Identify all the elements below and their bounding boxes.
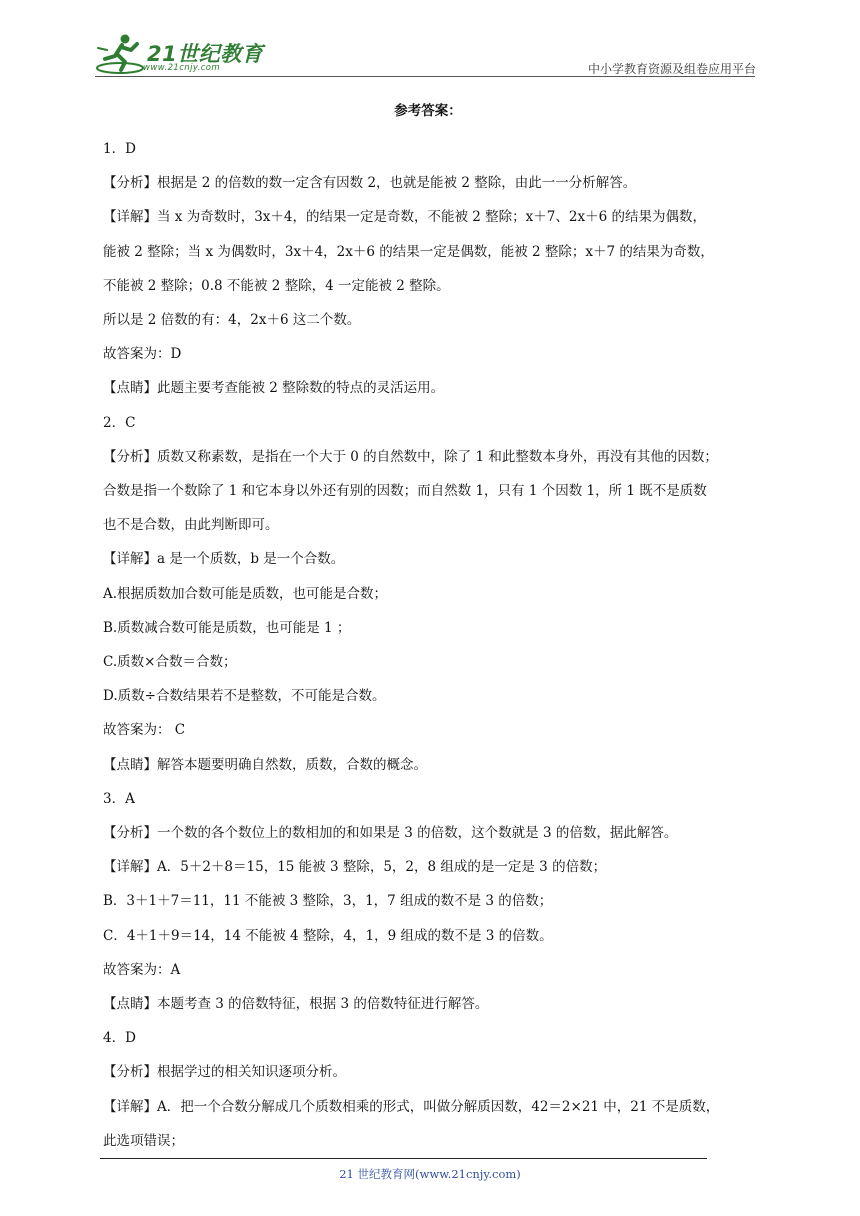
text-line: 不能被 2 整除；0.8 不能被 2 整除，4 一定能被 2 整除。 — [103, 277, 450, 294]
platform-name: 中小学教育资源及组卷应用平台 — [587, 62, 756, 76]
text-line: 故答案为：D — [103, 346, 182, 363]
text-line: 【分析】质数又称素数，是指在一个大于 0 的自然数中，除了 1 和此整数本身外，再没有其他的因数； — [103, 448, 718, 465]
text-line: 【点睛】解答本题要明确自然数，质数，合数的概念。 — [103, 756, 427, 773]
text-line: B.质数减合数可能是质数，也可能是 1 ； — [103, 619, 351, 636]
text-line: 【详解】当 x 为奇数时，3x＋4，的结果一定是奇数，不能被 2 整除；x＋7、2x＋6 的结果为偶数， — [103, 209, 706, 226]
runner-logo-icon — [95, 32, 145, 76]
text-line: C.质数×合数＝合数； — [103, 654, 237, 671]
text-line: 【点睛】本题考查 3 的倍数特征，根据 3 的倍数特征进行解答。 — [103, 996, 489, 1013]
answer-lines — [103, 132, 763, 1158]
document-body — [103, 98, 763, 1158]
text-line: 合数是指一个数除了 1 和它本身以外还有别的因数；而自然数 1，只有 1 个因数 1，所 1 既不是质数 — [103, 483, 707, 500]
page-header — [0, 0, 860, 80]
text-line: 也不是合数，由此判断即可。 — [103, 517, 279, 534]
text-line: 3．A — [103, 790, 135, 807]
text-line: 【分析】根据学过的相关知识逐项分析。 — [103, 1064, 346, 1081]
text-line: 【分析】根据是 2 的倍数的数一定含有因数 2，也就是能被 2 整除，由此一一分析解答。 — [103, 175, 637, 192]
text-line: C．4＋1＋9＝14，14 不能被 4 整除，4，1，9 组成的数不是 3 的倍数。 — [103, 927, 553, 944]
footer-link[interactable]: 21 世纪教育网(www.21cnjy.com) — [339, 1167, 521, 1181]
text-line: A.根据质数加合数可能是质数，也可能是合数； — [103, 585, 388, 602]
text-line: 【分析】一个数的各个数位上的数相加的和如果是 3 的倍数，这个数就是 3 的倍数，据此解答。 — [103, 825, 678, 842]
site-logo — [95, 32, 265, 78]
logo-url: www.21cnjy.com — [143, 63, 221, 73]
text-line: 【详解】A．5＋2＋8＝15，15 能被 3 整除，5，2，8 组成的是一定是 3 的倍数； — [103, 859, 607, 876]
text-line: D.质数÷合数结果若不是整数，不可能是合数。 — [103, 688, 386, 705]
text-line: 1．D — [103, 141, 136, 157]
text-line: 【详解】A．把一个合数分解成几个质数相乘的形式，叫做分解质因数，42＝2×21 中，21 不是质数， — [103, 1098, 720, 1115]
header-divider — [95, 76, 755, 77]
text-line: 能被 2 整除；当 x 为偶数时，3x＋4，2x＋6 的结果一定是偶数，能被 2 整除；x＋7 的结果为奇数， — [103, 243, 714, 260]
text-line: 2．C — [103, 414, 136, 431]
text-line: 故答案为：A — [103, 961, 181, 978]
text-line: 此选项错误； — [103, 1132, 184, 1149]
text-line: 【点睛】此题主要考查能被 2 整除数的特点的灵活运用。 — [103, 380, 445, 397]
text-line: B．3＋1＋7＝11，11 不能被 3 整除，3，1，7 组成的数不是 3 的倍数； — [103, 893, 553, 910]
text-line: 4．D — [103, 1030, 136, 1047]
text-line: 故答案为： C — [103, 722, 186, 739]
text-line: 所以是 2 倍数的有：4，2x＋6 这二个数。 — [103, 312, 361, 329]
logo-wordmark: 21世纪教育 — [147, 42, 264, 66]
answer-title: 参考答案： — [394, 103, 462, 119]
footer-divider — [100, 1158, 707, 1159]
text-line: 【详解】a 是一个质数，b 是一个合数。 — [103, 551, 345, 568]
